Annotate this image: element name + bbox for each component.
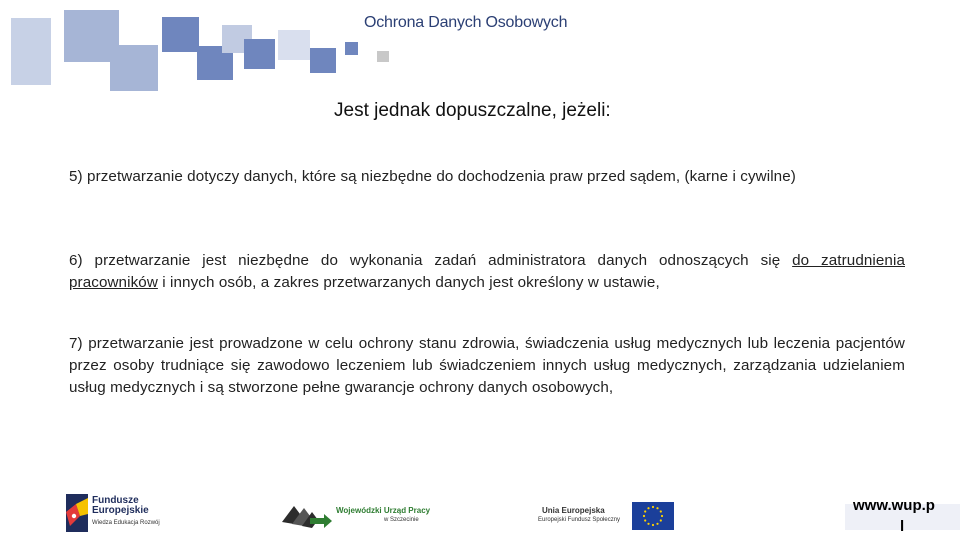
- wup-logo: [280, 498, 430, 534]
- deco-square: [278, 30, 310, 60]
- eu-flag-icon: [632, 502, 674, 530]
- slide-subtitle: Jest jednak dopuszczalne, jeżeli:: [334, 100, 611, 121]
- fundusze-europejskie-logo: [66, 494, 178, 534]
- fe-logo-subtext: Wiedza Edukacja Rozwój: [92, 520, 160, 526]
- wup-name: Wojewódzki Urząd Pracy: [336, 506, 431, 515]
- item-text: i innych osób, a zakres przetwarzanych danych jest określony w ustawie,: [157, 274, 660, 291]
- eu-logo: [538, 502, 678, 532]
- header-title: Ochrona Danych Osobowych: [364, 14, 568, 31]
- wup-city: w Szczecinie: [384, 517, 419, 523]
- deco-square: [310, 48, 336, 73]
- item-text: 6) przetwarzanie jest niezbędne do wykonania zadań administratora danych odnoszących się: [69, 252, 793, 269]
- deco-square: [377, 51, 389, 62]
- underlined-text: do zatrudnienia pracowników: [69, 252, 906, 291]
- deco-square: [110, 45, 158, 91]
- fe-logo-text: [92, 496, 149, 516]
- list-item: [69, 250, 905, 294]
- eu-name: Unia Europejska: [542, 506, 605, 515]
- website-link-wrap[interactable]: l: [900, 518, 905, 535]
- deco-square: [162, 17, 199, 52]
- website-link[interactable]: www.wup.p: [853, 497, 935, 514]
- list-item: 5) przetwarzanie dotyczy danych, które są niezbędne do dochodzenia praw przed sądem, (karne i cywilne): [69, 168, 796, 185]
- list-item: 7) przetwarzanie jest prowadzone w celu ochrony stanu zdrowia, świadczenia usług medycznych lub leczenia pacjentów przez osoby trudniące się zawodowo leczeniem lub świadczeniem innych usług medycznych, zarządzania udzielaniem usług medycznych i są stworzone pełne gwarancje ochrony danych osobowych,: [69, 335, 905, 396]
- fe-flag-icon: [66, 494, 88, 532]
- wup-emblem-icon: [280, 500, 332, 528]
- deco-square: [244, 39, 275, 69]
- deco-square: [345, 42, 358, 55]
- eu-subtext: Europejski Fundusz Społeczny: [538, 517, 621, 523]
- fe-line1: Fundusze: [92, 495, 139, 506]
- deco-square: [11, 18, 51, 85]
- fe-line2: Europejskie: [92, 505, 149, 516]
